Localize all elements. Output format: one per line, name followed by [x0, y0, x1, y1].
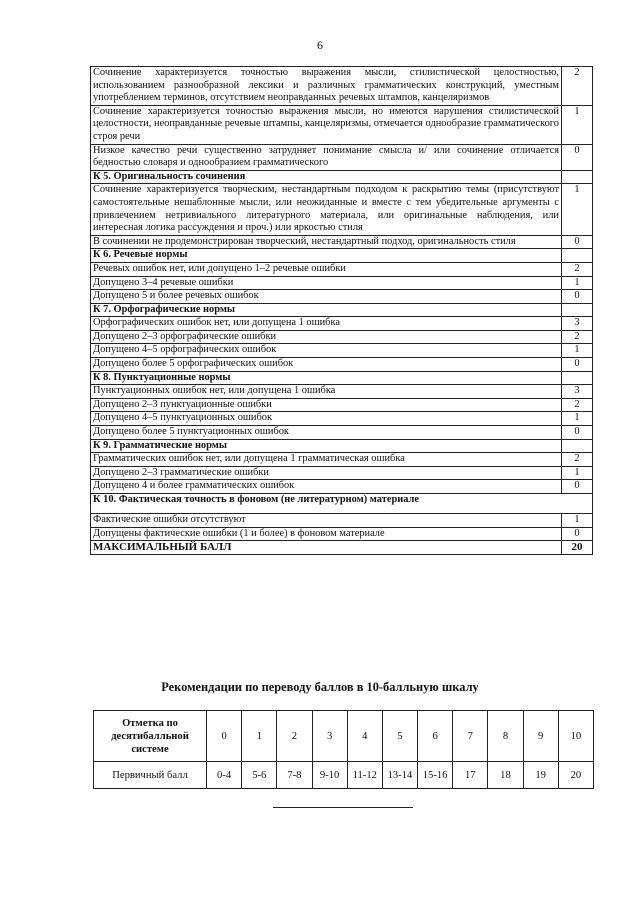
- total-row: [91, 541, 593, 555]
- criterion-row: [91, 412, 593, 426]
- criterion-text: Допущено 2–3 орфографические ошибки: [91, 330, 562, 344]
- scale-primary-cell: 20: [558, 762, 593, 789]
- criterion-text: Допущено 2–3 пунктуационные ошибки: [91, 398, 562, 412]
- criterion-section-header: [91, 439, 593, 453]
- criterion-score: 1: [562, 276, 593, 290]
- criterion-row: [91, 426, 593, 440]
- scale-row-primary: [94, 762, 594, 789]
- criterion-text: Сочинение характеризуется точностью выражения мысли, но имеются нарушения стилистической целостности, неоправданные речевые штампы, канцеляризмы, отмечается однообразие грамматического строя речи: [91, 105, 562, 144]
- scale-row-marks: [94, 711, 594, 762]
- criterion-score: 1: [562, 466, 593, 480]
- criterion-text: Допущено более 5 орфографических ошибок: [91, 358, 562, 372]
- scale-primary-cell: 9-10: [312, 762, 347, 789]
- criterion-text: К 7. Орфографические нормы: [91, 303, 562, 317]
- scale-mark-cell: 9: [523, 711, 558, 762]
- criterion-score: 2: [562, 262, 593, 276]
- criterion-row: [91, 398, 593, 412]
- footer-rule: [273, 807, 413, 808]
- criterion-row: [91, 480, 593, 494]
- criterion-row: [91, 235, 593, 249]
- criterion-text: МАКСИМАЛЬНЫЙ БАЛЛ: [91, 541, 562, 555]
- criterion-text: Допущено 4–5 орфографических ошибок: [91, 344, 562, 358]
- criterion-text: Фактические ошибки отсутствуют: [91, 514, 562, 528]
- criterion-score: 1: [562, 412, 593, 426]
- criterion-section-header: [91, 249, 593, 263]
- criterion-text: Допущено более 5 пунктуационных ошибок: [91, 426, 562, 440]
- criterion-row: [91, 144, 593, 170]
- criteria-table-body: [91, 67, 593, 555]
- criterion-text: К 6. Речевые нормы: [91, 249, 562, 263]
- scale-primary-cell: 11-12: [347, 762, 382, 789]
- criterion-row: [91, 184, 593, 235]
- criterion-score: 0: [562, 235, 593, 249]
- scale-primary-cell: 17: [453, 762, 488, 789]
- scale-primary-cell: 13-14: [382, 762, 417, 789]
- criterion-score: 0: [562, 290, 593, 304]
- criterion-row: [91, 262, 593, 276]
- scale-primary-cell: 7-8: [277, 762, 312, 789]
- criterion-text: К 9. Грамматические нормы: [91, 439, 562, 453]
- criterion-row: [91, 466, 593, 480]
- criterion-text: Допущены фактические ошибки (1 и более) в фоновом материале: [91, 527, 562, 541]
- criterion-text: Допущено 4 и более грамматических ошибок: [91, 480, 562, 494]
- scale-primary-cell: 15-16: [418, 762, 453, 789]
- criterion-row: [91, 344, 593, 358]
- scale-mark-cell: 5: [382, 711, 417, 762]
- scale-primary-cell: 0-4: [207, 762, 242, 789]
- criterion-text: В сочинении не продемонстрирован творческий, нестандартный подход, оригинальность стиля: [91, 235, 562, 249]
- criterion-score: [562, 439, 593, 453]
- criterion-row: [91, 453, 593, 467]
- scale-mark-cell: 7: [453, 711, 488, 762]
- scale-primary-cell: 5-6: [242, 762, 277, 789]
- criterion-text: Допущено 3–4 речевые ошибки: [91, 276, 562, 290]
- criterion-score: 2: [562, 330, 593, 344]
- criterion-section-header: [91, 494, 593, 514]
- criterion-score: 1: [562, 184, 593, 235]
- scale-mark-cell: 8: [488, 711, 523, 762]
- criterion-text: Сочинение характеризуется творческим, нестандартным подходом к раскрытию темы (присутствуют самостоятельные нешаблонные мысли, или неожиданные и вместе с тем убедительные аргументы с привлечением нетривиального литературного материала, или оригинальные наблюдения, или интересная логика рассуждения и проч.) или яркостью стиля: [91, 184, 562, 235]
- score-conversion-table: [93, 710, 594, 789]
- scale-mark-cell: 6: [418, 711, 453, 762]
- scale-primary-cell: 19: [523, 762, 558, 789]
- criterion-row: [91, 330, 593, 344]
- criterion-score: 3: [562, 317, 593, 331]
- scale-row-primary-label: Первичный балл: [94, 762, 207, 789]
- criterion-row: [91, 276, 593, 290]
- criterion-score: 2: [562, 453, 593, 467]
- criterion-score: 0: [562, 527, 593, 541]
- criterion-row: [91, 67, 593, 106]
- criterion-row: [91, 358, 593, 372]
- scale-mark-cell: 10: [558, 711, 593, 762]
- criterion-score: 0: [562, 144, 593, 170]
- criterion-row: [91, 514, 593, 528]
- page-number: 6: [317, 38, 323, 52]
- criterion-text: Орфографических ошибок нет, или допущена 1 ошибка: [91, 317, 562, 331]
- criterion-score: 1: [562, 105, 593, 144]
- criterion-score: 1: [562, 514, 593, 528]
- criterion-score: [562, 303, 593, 317]
- scale-mark-cell: 4: [347, 711, 382, 762]
- criterion-text: Допущено 5 и более речевых ошибок: [91, 290, 562, 304]
- criterion-row: [91, 385, 593, 399]
- criterion-score: [562, 170, 593, 184]
- criterion-score: 1: [562, 344, 593, 358]
- criterion-section-header: [91, 303, 593, 317]
- criterion-score: 0: [562, 480, 593, 494]
- criterion-text: К 8. Пунктуационные нормы: [91, 371, 562, 385]
- criterion-score: [562, 371, 593, 385]
- criterion-row: [91, 105, 593, 144]
- criterion-row: [91, 527, 593, 541]
- criterion-text: Пунктуационных ошибок нет, или допущена 1 ошибка: [91, 385, 562, 399]
- scale-mark-cell: 3: [312, 711, 347, 762]
- scale-row-marks-label: Отметка по десятибалльной системе: [94, 711, 207, 762]
- criterion-row: [91, 290, 593, 304]
- criterion-score: 0: [562, 358, 593, 372]
- scale-mark-cell: 0: [207, 711, 242, 762]
- criterion-score: 0: [562, 426, 593, 440]
- criterion-score: 2: [562, 67, 593, 106]
- criterion-score: 2: [562, 398, 593, 412]
- criterion-section-header: [91, 170, 593, 184]
- criterion-section-header: [91, 371, 593, 385]
- criterion-score: 20: [562, 541, 593, 555]
- criterion-text: Грамматических ошибок нет, или допущена 1 грамматическая ошибка: [91, 453, 562, 467]
- recommendation-heading: Рекомендации по переводу баллов в 10-балльную шкалу: [161, 680, 479, 694]
- criterion-text: Допущено 4–5 пунктуационных ошибок: [91, 412, 562, 426]
- scale-mark-cell: 1: [242, 711, 277, 762]
- criterion-text: К 10. Фактическая точность в фоновом (не литературном) материале: [91, 494, 593, 514]
- criterion-text: Сочинение характеризуется точностью выражения мысли, стилистической целостностью, использованием разнообразной лексики и различных грамматических конструкций, уместным употреблением терминов, отсутствием неоправданных речевых штампов, канцеляризмов: [91, 67, 562, 106]
- scale-primary-cell: 18: [488, 762, 523, 789]
- criteria-table: [90, 66, 593, 555]
- criterion-text: Низкое качество речи существенно затрудняет понимание смысла и/ или сочинение отличается бедностью словаря и однообразием грамматического: [91, 144, 562, 170]
- criterion-text: К 5. Оригинальность сочинения: [91, 170, 562, 184]
- criterion-score: 3: [562, 385, 593, 399]
- scale-mark-cell: 2: [277, 711, 312, 762]
- criterion-row: [91, 317, 593, 331]
- criterion-score: [562, 249, 593, 263]
- criterion-text: Речевых ошибок нет, или допущено 1–2 речевые ошибки: [91, 262, 562, 276]
- criterion-text: Допущено 2–3 грамматические ошибки: [91, 466, 562, 480]
